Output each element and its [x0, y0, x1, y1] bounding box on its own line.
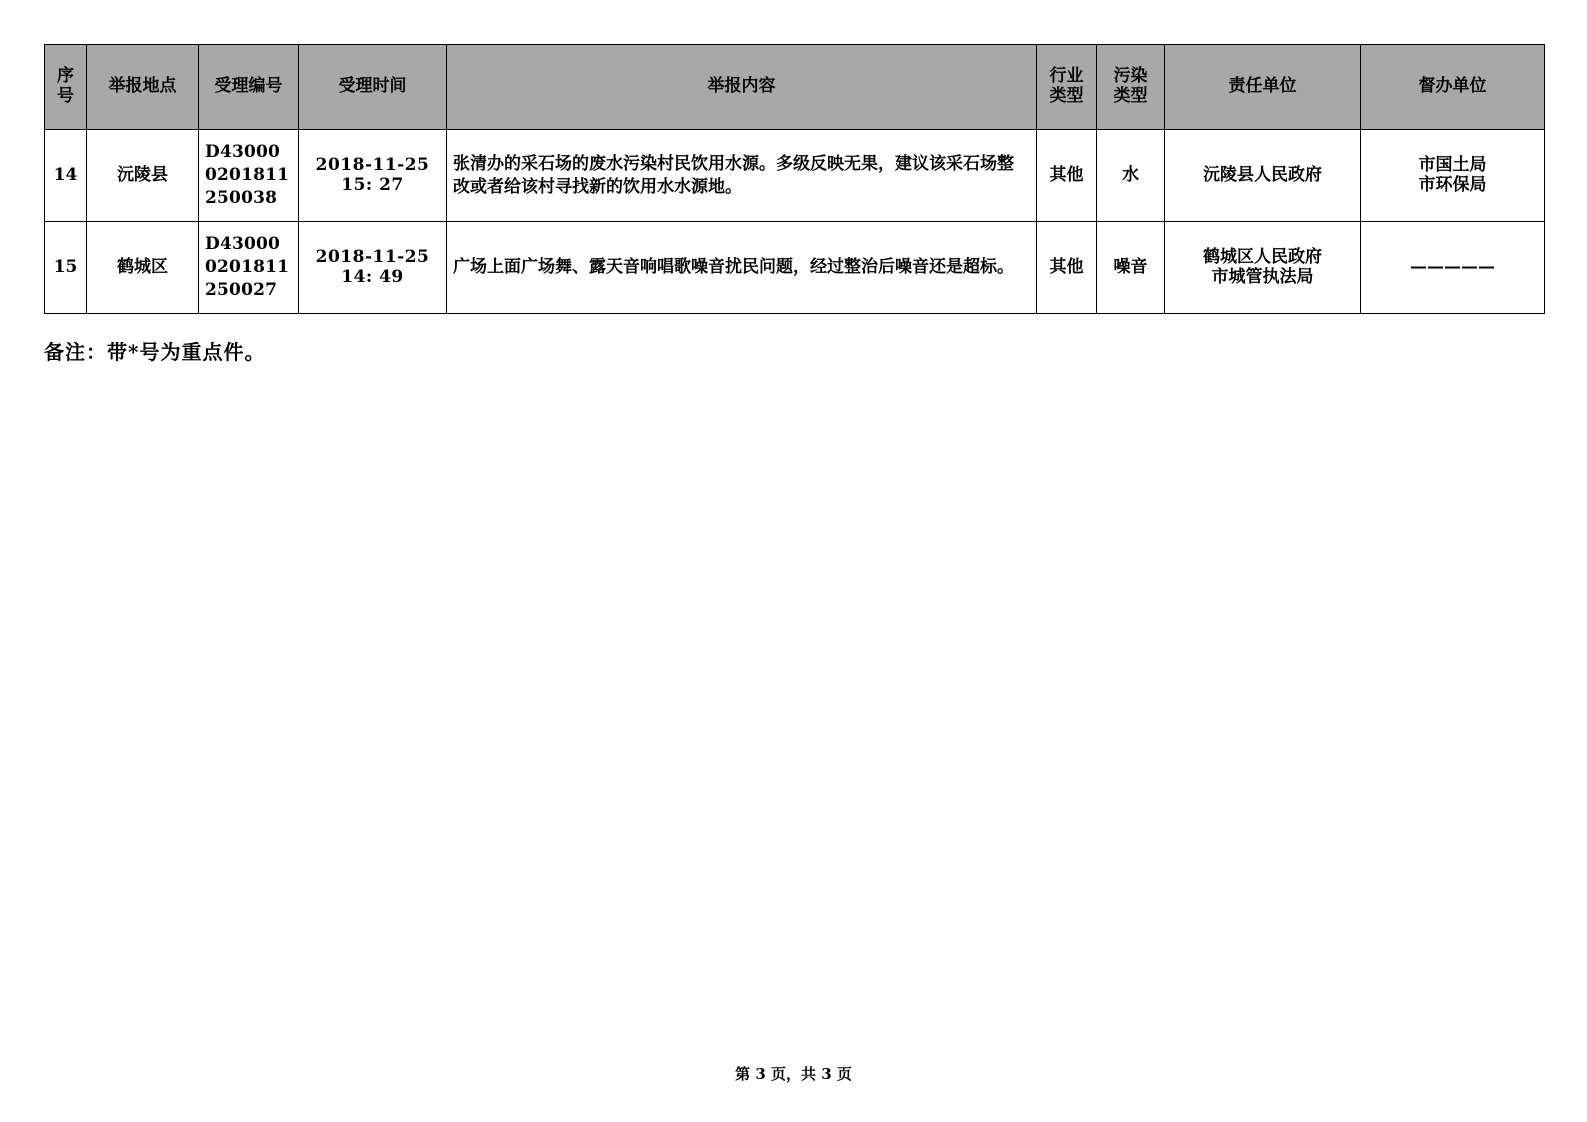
cell-place: 鹤城区: [87, 222, 199, 314]
column-header-responsible-unit: 责任单位: [1165, 45, 1361, 130]
cell-responsible-unit: 鹤城区人民政府 市城管执法局: [1165, 222, 1361, 314]
column-header-supervising-unit: 督办单位: [1361, 45, 1545, 130]
cell-pollution: 水: [1097, 130, 1165, 222]
cell-time: 2018-11-25 14: 49: [299, 222, 447, 314]
cell-seq: 14: [45, 130, 87, 222]
cell-industry: 其他: [1037, 130, 1097, 222]
cell-code: D430000201811250038: [199, 130, 299, 222]
cell-code: D430000201811250027: [199, 222, 299, 314]
report-table: [44, 44, 1545, 314]
column-header-code: 受理编号: [199, 45, 299, 130]
column-header-content: 举报内容: [447, 45, 1037, 130]
table-row: [45, 222, 1545, 314]
table-note: 备注：带*号为重点件。: [44, 340, 266, 364]
cell-pollution: 噪音: [1097, 222, 1165, 314]
cell-time: 2018-11-25 15: 27: [299, 130, 447, 222]
cell-supervising-unit: —————: [1361, 222, 1545, 314]
cell-place: 沅陵县: [87, 130, 199, 222]
column-header-industry: 行业 类型: [1037, 45, 1097, 130]
table-row: [45, 130, 1545, 222]
cell-seq: 15: [45, 222, 87, 314]
column-header-time: 受理时间: [299, 45, 447, 130]
column-header-place: 举报地点: [87, 45, 199, 130]
cell-industry: 其他: [1037, 222, 1097, 314]
page-footer: 第 3 页，共 3 页: [735, 1065, 852, 1083]
cell-supervising-unit: 市国土局 市环保局: [1361, 130, 1545, 222]
cell-content: 张清办的采石场的废水污染村民饮用水源。多级反映无果，建议该采石场整改或者给该村寻找新的饮用水水源地。: [447, 130, 1037, 222]
column-header-seq: 序 号: [45, 45, 87, 130]
cell-responsible-unit: 沅陵县人民政府: [1165, 130, 1361, 222]
table-body: [45, 130, 1545, 314]
column-header-pollution: 污染 类型: [1097, 45, 1165, 130]
cell-content: 广场上面广场舞、露天音响唱歌噪音扰民问题，经过整治后噪音还是超标。: [447, 222, 1037, 314]
table-header: [45, 45, 1545, 130]
table-header-row: [45, 45, 1545, 130]
